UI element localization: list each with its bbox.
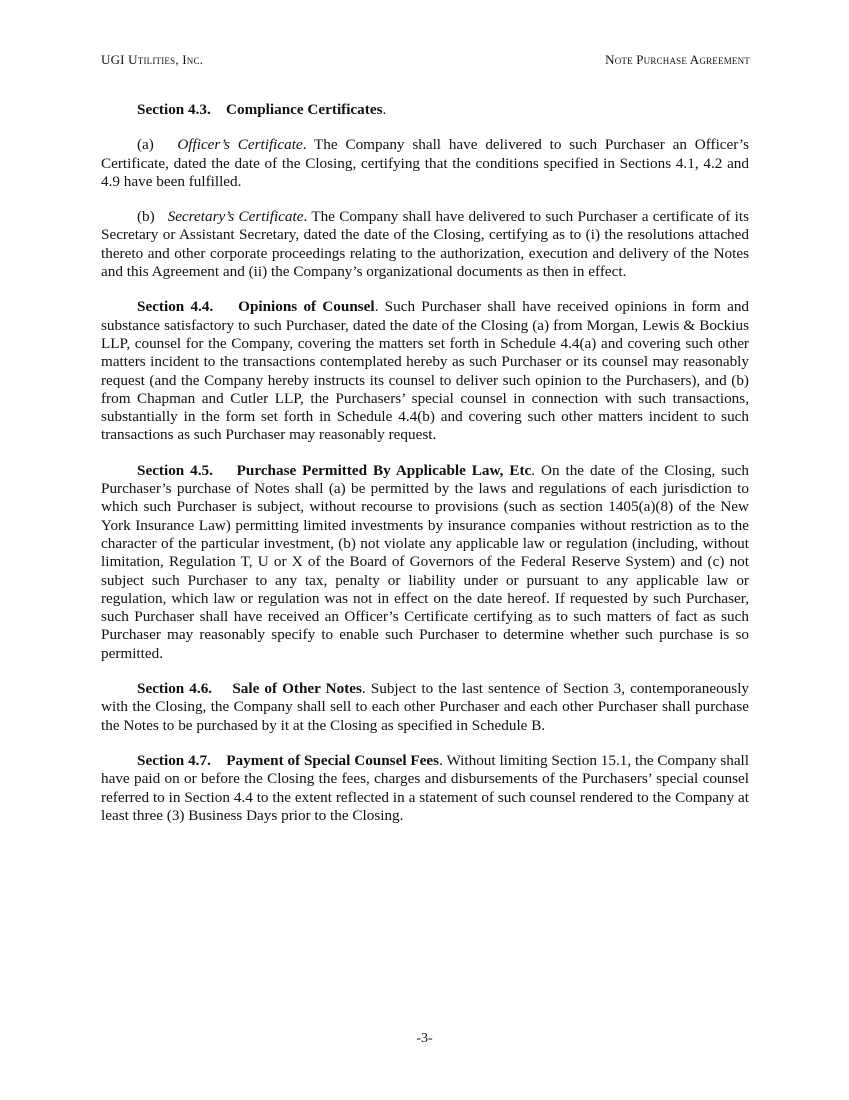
page-header: [101, 52, 750, 68]
section-4-3-a: (a) Officer’s Certificate. The Company shall have delivered to such Purchaser an Officer’s Certificate, dated the date of the Closing, certifying that the conditions specified in Sections 4.1, 4.2 and 4.9 have been fulfilled.: [101, 136, 750, 190]
section-4-3-number: Section 4.3.: [137, 101, 211, 118]
section-4-7: Section 4.7. Payment of Special Counsel Fees. Without limiting Section 15.1, the Company shall have paid on or before the Closing the fees, charges and disbursements of the Purchasers’ special counsel referred to in Section 4.4 to the extent reflected in a statement of such counsel rendered to the Company at least three (3) Business Days prior to the Closing.: [101, 751, 749, 824]
section-4-4-number: Section 4.4.: [137, 298, 214, 316]
document-body: [101, 101, 749, 825]
section-4-3-heading: Section 4.3. Compliance Certificates.: [137, 101, 387, 118]
section-4-3-a-lead: Officer’s Certificate: [177, 136, 303, 154]
section-4-6-number: Section 4.6.: [137, 680, 213, 698]
section-4-7-number: Section 4.7.: [137, 751, 211, 769]
section-4-3-a-label: (a): [137, 136, 154, 154]
section-4-3-b-label: (b): [137, 208, 155, 226]
section-4-7-title: Payment of Special Counsel Fees: [226, 751, 440, 769]
section-4-3-title: Compliance Certificates: [226, 101, 383, 118]
section-4-6-title: Sale of Other Notes: [232, 680, 362, 698]
section-4-3-b: (b) Secretary’s Certificate. The Company shall have delivered to such Purchaser a certificate of its Secretary or Assistant Secretary, dated the date of the Closing, certifying as to (i) the resolutions attached thereto and other corporate proceedings relating to the authorization, execution and delivery of the Notes and this Agreement and (ii) the Company’s organizational documents as then in effect.: [101, 208, 750, 281]
section-4-5-text: On the date of the Closing, such Purchaser’s purchase of Notes shall (a) be permitted by the laws and regulations of each jurisdiction to which such Purchaser is subject, without recourse to provisions (such as section 1405(a)(8) of the New York Insurance Law) permitting limited investments by insurance companies without restriction as to the character of the particular investment, (b) not violate any applicable law or regulation (including, without limitation, Regulation T, U or X of the Board of Governors of the Federal Reserve System) and (c) not subject such Purchaser to any tax, penalty or liability under or pursuant to any applicable law or regulation, which law or regulation was not in effect on the date hereof. If requested by such Purchaser, such Purchaser shall have received an Officer’s Certificate certifying as to such matters of fact as such Purchaser may reasonably specify to enable such Purchaser to determine whether such purchase is so permitted.: [101, 461, 750, 662]
section-4-5: Section 4.5. Purchase Permitted By Applicable Law, Etc. On the date of the Closing, such Purchaser’s purchase of Notes shall (a) be permitted by the laws and regulations of each jurisdiction to which such Purchaser is subject, without recourse to provisions (such as section 1405(a)(8) of the New York Insurance Law) permitting limited investments by insurance companies without restriction as to the character of the particular investment, (b) not violate any applicable law or regulation (including, without limitation, Regulation T, U or X of the Board of Governors of the Federal Reserve System) and (c) not subject such Purchaser to any tax, penalty or liability under or pursuant to any applicable law or regulation, which law or regulation was not in effect on the date hereof. If requested by such Purchaser, such Purchaser shall have received an Officer’s Certificate certifying as to such matters of fact as such Purchaser may reasonably specify to enable such Purchaser to determine whether such purchase is so permitted.: [101, 461, 750, 662]
header-left: UGI Utilities, Inc.: [101, 52, 204, 67]
section-4-5-title: Purchase Permitted By Applicable Law, Etc: [236, 461, 532, 479]
section-4-5-number: Section 4.5.: [137, 461, 213, 479]
section-4-3-b-text: The Company shall have delivered to such Purchaser a certificate of its Secretary or Assistant Secretary, dated the date of the Closing, certifying as to (i) the resolutions attached thereto and other corporate proceedings relating to the authorization, execution and delivery of the Notes and this Agreement and (ii) the Company’s organizational documents as then in effect.: [101, 208, 750, 281]
section-4-6: Section 4.6. Sale of Other Notes. Subject to the last sentence of Section 3, contemporaneously with the Closing, the Company shall sell to each other Purchaser and each other Purchaser shall purchase the Notes to be purchased by it at the Closing as specified in Schedule B.: [101, 680, 750, 734]
header-right: Note Purchase Agreement: [605, 52, 750, 67]
section-4-3-a-text: The Company shall have delivered to such Purchaser an Officer’s Certificate, dated the date of the Closing, certifying that the conditions specified in Sections 4.1, 4.2 and 4.9 have been fulfilled.: [101, 136, 750, 190]
section-4-4-title: Opinions of Counsel: [238, 298, 375, 316]
section-4-4: Section 4.4. Opinions of Counsel. Such Purchaser shall have received opinions in form and substance satisfactory to such Purchaser, dated the date of the Closing (a) from Morgan, Lewis & Bockius LLP, counsel for the Company, covering the matters set forth in Schedule 4.4(a) and covering such other matters incident to the transactions contemplated hereby as such Purchaser or its counsel may reasonably request (and the Company hereby instructs its counsel to deliver such opinion to the Purchasers), and (b) from Chapman and Cutler LLP, the Purchasers’ special counsel in connection with such transactions, substantially in the form set forth in Schedule 4.4(b) and covering such other matters incident to such transactions as such Purchaser may reasonably request.: [101, 298, 750, 444]
section-4-6-text: Subject to the last sentence of Section 3, contemporaneously with the Closing, the Company shall sell to each other Purchaser and each other Purchaser shall purchase the Notes to be purchased by it at the Closing as specified in Schedule B.: [101, 680, 750, 734]
section-4-4-text: Such Purchaser shall have received opinions in form and substance satisfactory to such Purchaser, dated the date of the Closing (a) from Morgan, Lewis & Bockius LLP, counsel for the Company, covering the matters set forth in Schedule 4.4(a) and covering such other matters incident to the transactions contemplated hereby as such Purchaser or its counsel may reasonably request (and the Company hereby instructs its counsel to deliver such opinion to the Purchasers), and (b) from Chapman and Cutler LLP, the Purchasers’ special counsel in connection with such transactions, substantially in the form set forth in Schedule 4.4(b) and covering such other matters incident to such transactions as such Purchaser may reasonably request.: [101, 298, 750, 444]
page-number: -3-: [416, 1031, 433, 1046]
section-4-3-b-lead: Secretary’s Certificate: [167, 208, 304, 226]
section-4-7-text: Without limiting Section 15.1, the Company shall have paid on or before the Closing the fees, charges and disbursements of the Purchasers’ special counsel referred to in Section 4.4 to the extent reflected in a statement of such counsel rendered to the Company at least three (3) Business Days prior to the Closing.: [101, 751, 749, 824]
